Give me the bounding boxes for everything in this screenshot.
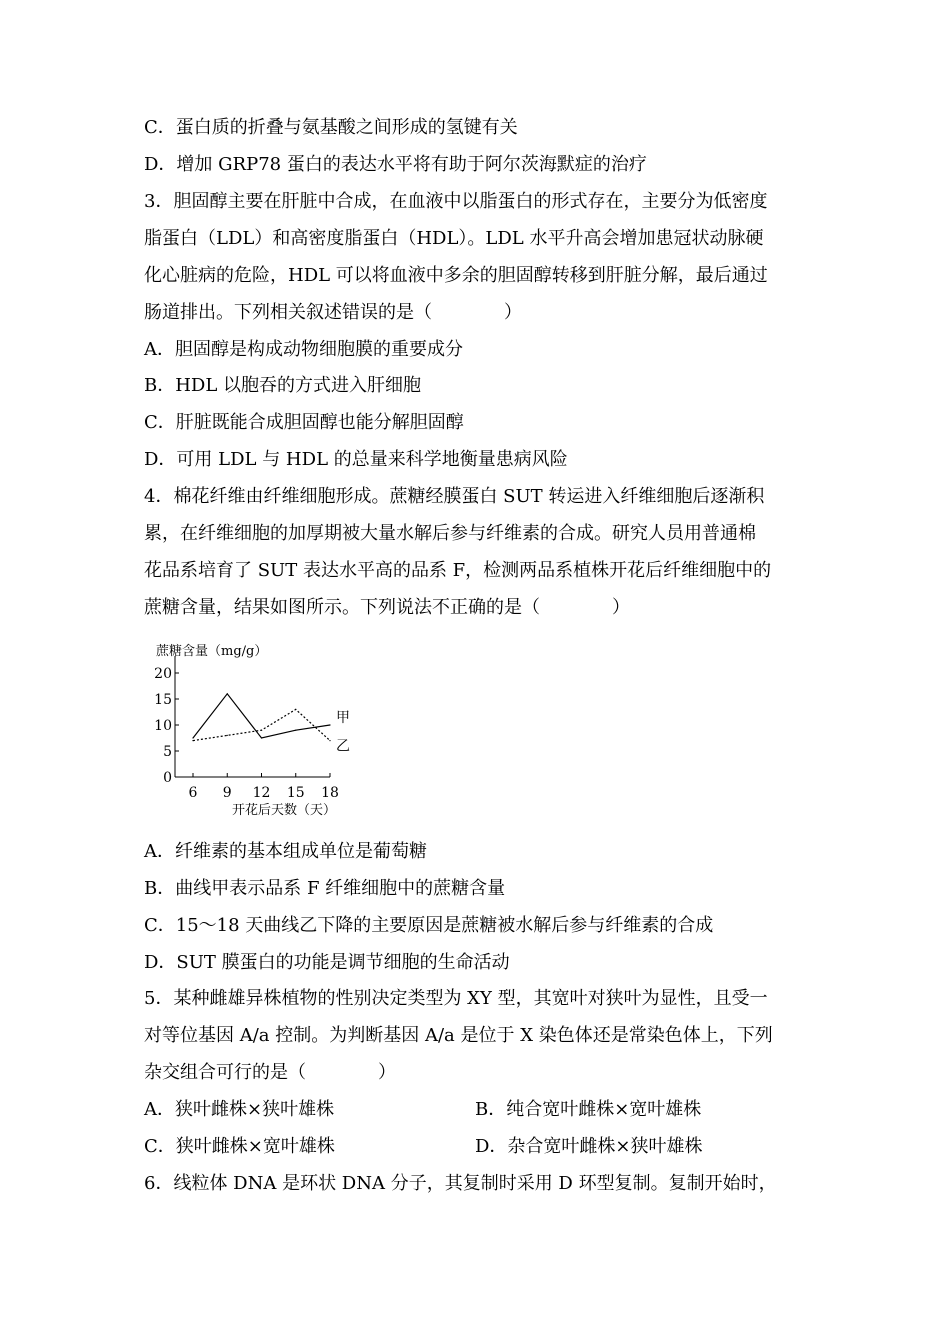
- chart-series-1-point: [227, 693, 228, 694]
- chart-x-tick-label: 6: [188, 785, 198, 801]
- chart-series-2-point: [329, 740, 330, 741]
- chart-x-tick-label: 15: [286, 785, 305, 801]
- q5-stem-line-2: 对等位基因 A/a 控制。为判断基因 A/a 是位于 X 染色体还是常染色体上，下列: [144, 1025, 773, 1046]
- chart-series-1-point: [329, 724, 330, 725]
- q5-option-b: B．纯合宽叶雌株×宽叶雄株: [475, 1099, 702, 1120]
- chart-y-tick-label: 10: [154, 718, 172, 734]
- q4-stem-line-4: 蔗糖含量，结果如图所示。下列说法不正确的是（ ）: [144, 597, 630, 618]
- q2-option-d: D．增加 GRP78 蛋白的表达水平将有助于阿尔茨海默症的治疗: [144, 154, 647, 175]
- q4-option-d: D．SUT 膜蛋白的功能是调节细胞的生命活动: [144, 952, 510, 973]
- chart-series-2-point: [295, 709, 296, 710]
- q5-option-d: D．杂合宽叶雌株×狭叶雄株: [475, 1136, 703, 1157]
- q3-stem-line-3: 化心脏病的危险，HDL 可以将血液中多余的胆固醇转移到肝脏分解，最后通过: [144, 265, 768, 286]
- chart-ylabel: 蔗糖含量（mg/g）: [156, 644, 268, 659]
- q4-option-a: A．纤维素的基本组成单位是葡萄糖: [144, 841, 427, 862]
- q4-option-c: C．15～18 天曲线乙下降的主要原因是蔗糖被水解后参与纤维素的合成: [144, 915, 714, 936]
- q3-stem-line-2: 脂蛋白（LDL）和高密度脂蛋白（HDL）。LDL 水平升高会增加患冠状动脉硬: [144, 228, 764, 249]
- chart-xlabel: 开花后天数（天）: [232, 803, 337, 818]
- q5-stem-line-3: 杂交组合可行的是（ ）: [144, 1062, 396, 1083]
- chart-y-tick-label: 0: [163, 770, 172, 786]
- chart-legend-label: 甲: [336, 710, 350, 726]
- chart-y-tick-label: 15: [154, 692, 172, 708]
- chart-series-2-point: [192, 740, 193, 741]
- q3-stem-line-1: 3．胆固醇主要在肝脏中合成，在血液中以脂蛋白的形式存在，主要分为低密度: [144, 191, 768, 212]
- q3-option-c: C．肝脏既能合成胆固醇也能分解胆固醇: [144, 412, 464, 433]
- chart-series-1-point: [192, 737, 193, 738]
- chart-legend-label: 乙: [336, 738, 350, 755]
- q3-option-b: B．HDL 以胞吞的方式进入肝细胞: [144, 375, 422, 396]
- q2-option-c: C．蛋白质的折叠与氨基酸之间形成的氢键有关: [144, 117, 518, 138]
- q4-stem-line-1: 4．棉花纤维由纤维细胞形成。蔗糖经膜蛋白 SUT 转运进入纤维细胞后逐渐积: [144, 486, 765, 507]
- q3-stem-line-4: 肠道排出。下列相关叙述错误的是（ ）: [144, 302, 522, 323]
- q5-option-c: C．狭叶雌株×宽叶雄株: [144, 1136, 335, 1157]
- sucrose-chart-svg: [150, 636, 360, 826]
- q3-option-d: D．可用 LDL 与 HDL 的总量来科学地衡量患病风险: [144, 449, 568, 470]
- chart-series-1-point: [261, 737, 262, 738]
- sucrose-chart: [150, 636, 360, 826]
- chart-y-tick-label: 5: [163, 744, 172, 760]
- q4-option-b: B．曲线甲表示品系 F 纤维细胞中的蔗糖含量: [144, 878, 506, 899]
- chart-series-2-point: [227, 735, 228, 736]
- chart-x-tick-label: 9: [222, 785, 232, 801]
- chart-x-tick-label: 12: [252, 785, 271, 801]
- chart-y-tick-label: 20: [154, 666, 172, 682]
- q4-stem-line-3: 花品系培育了 SUT 表达水平高的品系 F，检测两品系植株开花后纤维细胞中的: [144, 560, 772, 581]
- chart-series-1-point: [295, 730, 296, 731]
- chart-series-line-2: [193, 709, 330, 740]
- q6-stem-line-1: 6．线粒体 DNA 是环状 DNA 分子，其复制时采用 D 环型复制。复制开始时，: [144, 1173, 777, 1194]
- chart-series-line-1: [193, 694, 330, 738]
- q5-option-a: A．狭叶雌株×狭叶雄株: [144, 1099, 335, 1120]
- q4-stem-line-2: 累，在纤维细胞的加厚期被大量水解后参与纤维素的合成。研究人员用普通棉: [144, 523, 756, 544]
- chart-x-tick-label: 18: [321, 785, 339, 801]
- q3-option-a: A．胆固醇是构成动物细胞膜的重要成分: [144, 339, 463, 360]
- q5-stem-line-1: 5．某种雌雄异株植物的性别决定类型为 XY 型，其宽叶对狭叶为显性，且受一: [144, 988, 768, 1009]
- chart-series-2-point: [261, 730, 262, 731]
